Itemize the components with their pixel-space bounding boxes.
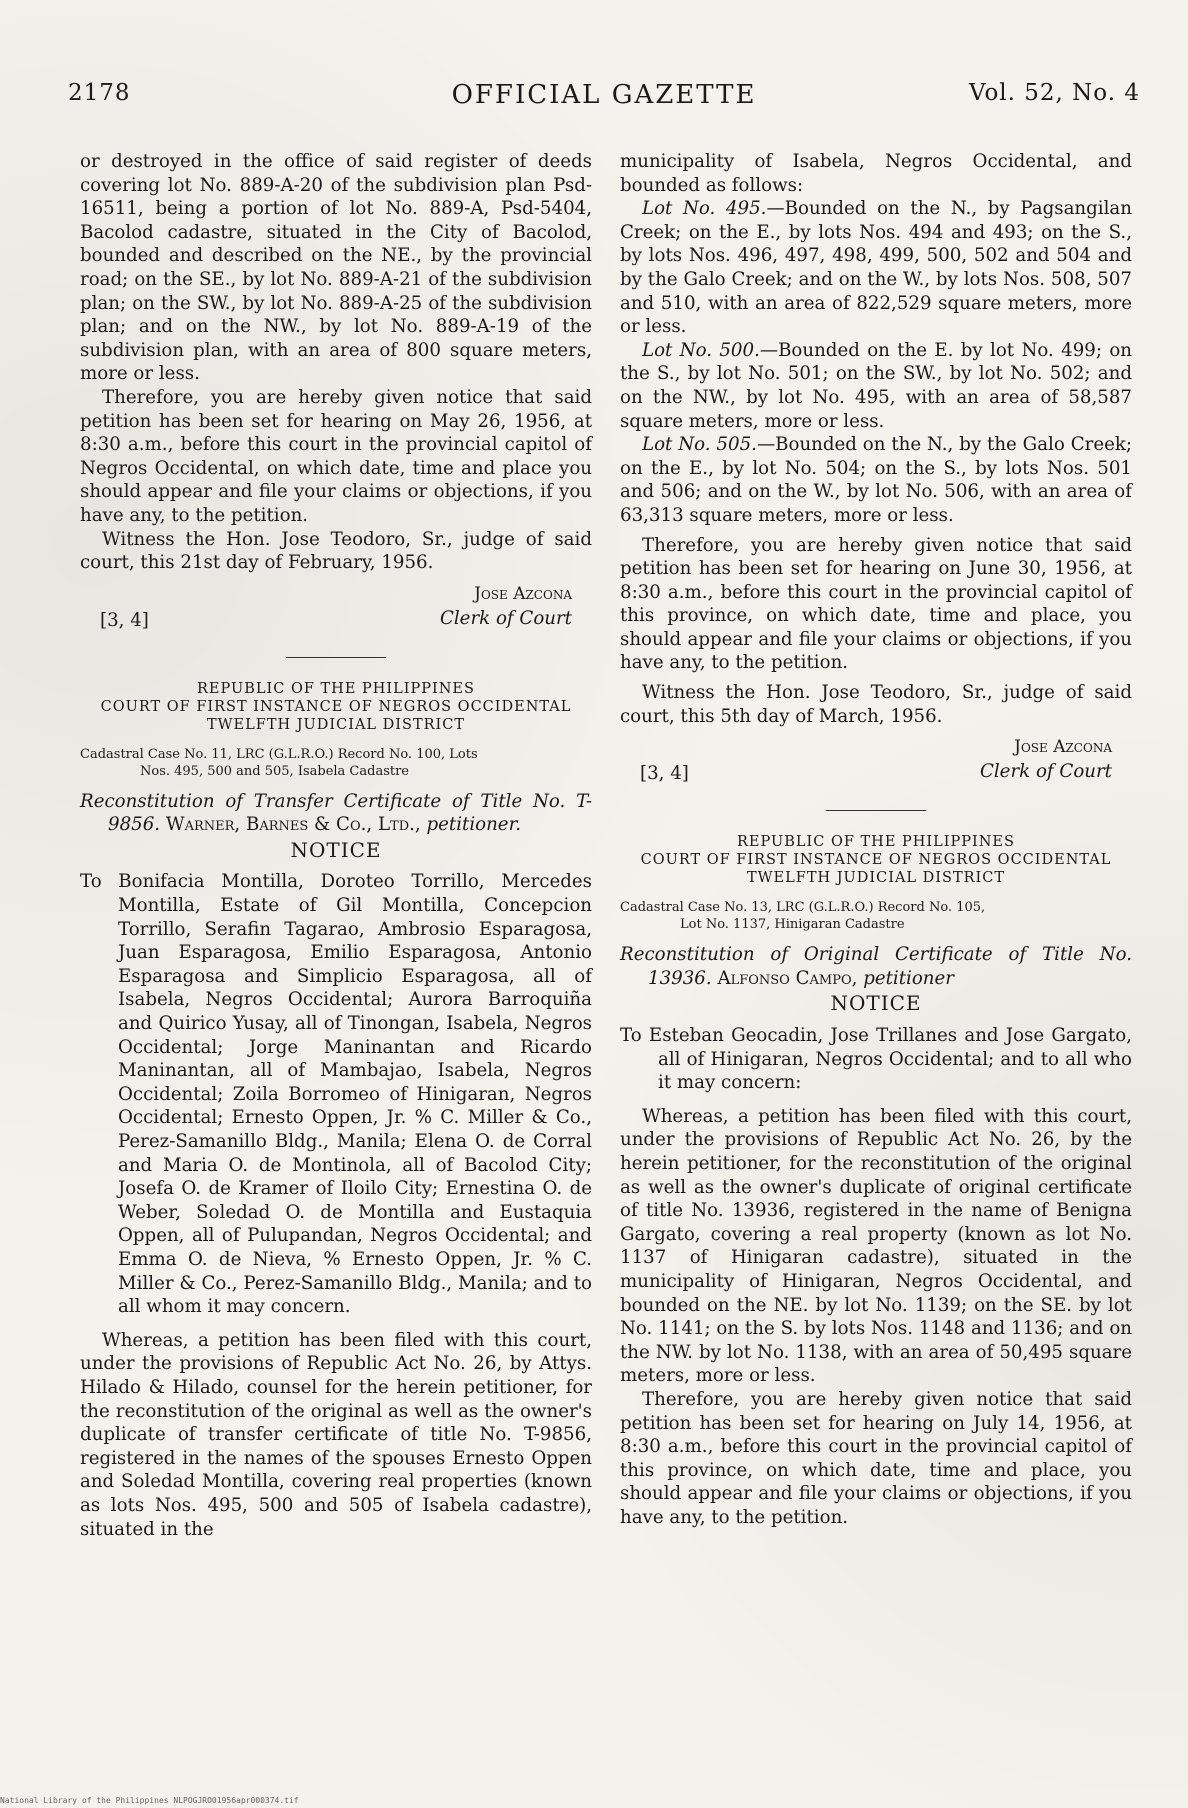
lot-label: Lot No. 505. [642, 434, 757, 456]
continued-paragraph: municipality of Isabela, Negros Occidental, and bounded as follows: [620, 151, 1132, 196]
whereas-paragraph: Whereas, a petition has been filed with this court, under the provisions of Republic Act No. 26, by the herein petitioner, for the reconstitution of the original as well as the owner's duplicate of original certificate of title No. 13936, registered in the name of Benigna Gargato, covering a real property (known as lot No. 1137 of Hinigaran cadastre), situated in the municipality of Hinigaran, Negros Occidental, and bounded on the NE. by lot No. 1139; on the SE. by lot No. 1141; on the S. by lots Nos. 1148 and 1136; and on the NW. by lot No. 1138, with an area of 50,495 square meters, more or less. [620, 1105, 1132, 1387]
right-column [620, 150, 1132, 1530]
lot-description [620, 339, 1132, 433]
court-header-line: TWELFTH JUDICIAL DISTRICT [746, 870, 1006, 887]
case-line: Lot No. 1137, Hinigaran Cadastre [680, 917, 905, 933]
masthead-title: OFFICIAL GAZETTE [451, 80, 757, 110]
court-header [80, 680, 592, 734]
left-column [80, 150, 592, 1541]
volume-number: Vol. 52, No. 4 [968, 80, 1140, 106]
case-reference [80, 746, 592, 780]
signatory-name: Jose Azcona [1014, 737, 1112, 758]
notice-heading: NOTICE [830, 991, 922, 1016]
lot-description [620, 197, 1132, 339]
signatory-title: Clerk of Court [439, 607, 572, 629]
lot-text: —Bounded on the N., by Pagsangilan Creek; on the E., by lots Nos. 494 and 493; on the S., by lots Nos. 496, 497, 498, 499, 500, 502 and 504 and by the Galo Creek; and on the W., by lots Nos. 508, 507 and 510, with an area of 822,529 square meters, more or less. [620, 198, 1132, 338]
addressee-paragraph: To Esteban Geocadin, Jose Trillanes and Jose Gargato, all of Hinigaran, Negros Occidental; and to all who it may concern: [620, 1025, 1132, 1094]
addressee-paragraph: To Bonifacia Montilla, Doroteo Torrillo, Mercedes Montilla, Estate of Gil Montilla, Concepcion Torrillo, Serafin Tagarao, Ambrosio Esparagosa, Juan Esparagosa, Emilio Esparagosa, Antonio Esparagosa and Simplicio Esparagosa, all of Isabela, Negros Occidental; Aurora Barroquiña and Quirico Yusay, all of Tinongan, Isabela, Negros Occidental; Jorge Maninantan and Ricardo Maninantan, all of Mambajao, Isabela, Negros Occidental; Zoila Borromeo of Hinigaran, Negros Occidental; Ernesto Oppen, Jr. % C. Miller & Co., Perez-Samanillo Bldg., Manila; Elena O. de Corral and Maria O. de Montinola, all of Bacolod City; Josefa O. de Kramer of Iloilo City; Ernestina O. de Weber, Soledad O. de Montilla and Eustaquia Oppen, all of Pulupandan, Negros Occidental; and Emma O. de Nieva, % Ernesto Oppen, Jr. % C. Miller & Co., Perez-Samanillo Bldg., Manila; and to all whom it may concern. [80, 871, 592, 1318]
court-header-line: REPUBLIC OF THE PHILIPPINES [737, 834, 1015, 851]
section-divider [826, 810, 926, 811]
whereas-paragraph: Whereas, a petition has been filed with this court, under the provisions of Republic Act No. 26, by Attys. Hilado & Hilado, counsel for the herein petitioner, for the reconstitution of the original as well as the owner's duplicate of transfer certificate of title No. T-9856, registered in the names of the spouses Ernesto Oppen and Soledad Montilla, covering real properties (known as lots Nos. 495, 500 and 505 of Isabela cadastre), situated in the [80, 1329, 592, 1540]
case-line: Cadastral Case No. 13, LRC (G.L.R.O.) Record No. 105, [620, 900, 986, 916]
court-header-line: TWELFTH JUDICIAL DISTRICT [206, 716, 466, 733]
lot-description [620, 433, 1132, 527]
signatory-name: Jose Azcona [474, 583, 572, 604]
case-line: Nos. 495, 500 and 505, Isabela Cadastre [140, 763, 410, 779]
lot-text: —Bounded on the E. by lot No. 499; on the S., by lot No. 501; on the SW., by lot No. 502; and on the NW., by lot No. 495, with an area of 58,587 square meters, more or less. [620, 339, 1132, 432]
court-header-line: REPUBLIC OF THE PHILIPPINES [197, 680, 475, 697]
case-title [620, 943, 1132, 990]
court-header [620, 833, 1132, 887]
section-divider [286, 657, 386, 658]
signature-block [620, 736, 1132, 788]
case-title-text: Reconstitution of Original Certificate of Title No. 13936. [620, 944, 1132, 989]
court-header-line: COURT OF FIRST INSTANCE OF NEGROS OCCIDENTAL [100, 698, 572, 715]
hearing-paragraph: Therefore, you are hereby given notice that said petition has been set for hearing on July 14, 1956, at 8:30 a.m., before this court in the provincial capitol of this province, on which date, time and place, you should appear and file your claims or objections, if you have any, to the petition. [620, 1388, 1132, 1528]
issue-reference: [3, 4] [100, 609, 149, 631]
witness-paragraph: Witness the Hon. Jose Teodoro, Sr., judge of said court, this 5th day of March, 1956. [620, 682, 1132, 727]
petitioner-name: Alfonso Campo, [717, 967, 858, 989]
case-reference [620, 899, 1132, 933]
scan-footer: National Library of the Philippines NLPOGJRO01956apr000374.tif [0, 1796, 299, 1805]
signatory-title: Clerk of Court [979, 761, 1112, 783]
notice-heading: NOTICE [290, 837, 382, 862]
court-header-line: COURT OF FIRST INSTANCE OF NEGROS OCCIDENTAL [640, 852, 1112, 869]
petitioner-role: petitioner [863, 967, 954, 989]
case-line: Cadastral Case No. 11, LRC (G.L.R.O.) Record No. 100, Lots [80, 746, 478, 762]
petitioner-name: Warner, Barnes & Co., Ltd., [165, 814, 421, 836]
hearing-paragraph: Therefore, you are hereby given notice that said petition has been set for hearing on June 30, 1956, at 8:30 a.m., before this court in the provincial capitol of this province, on which date, time and place, you should appear and file your claims or objections, if you have any, to the petition. [620, 534, 1132, 674]
case-title [80, 790, 592, 837]
case-title-text: Reconstitution of Transfer Certificate of Title No. T-9856. [80, 790, 592, 836]
lot-label: Lot No. 495. [642, 198, 767, 220]
hearing-paragraph: Therefore, you are hereby given notice that said petition has been set for hearing on May 26, 1956, at 8:30 a.m., before this court in the provincial capitol of Negros Occidental, on which date, time and place you should appear and file your claims or objections, if you have any, to the petition. [80, 386, 592, 526]
issue-reference: [3, 4] [640, 763, 689, 785]
witness-paragraph: Witness the Hon. Jose Teodoro, Sr., judge of said court, this 21st day of February, 1956. [80, 528, 592, 574]
lot-text: —Bounded on the N., by the Galo Creek; on the E., by lot No. 504; on the S., by lots Nos. 501 and 506; and on the W., by lot No. 506, with an area of 63,313 square meters, more or less. [620, 434, 1132, 526]
continued-paragraph: or destroyed in the office of said register of deeds covering lot No. 889-A-20 of the subdivision plan Psd-16511, being a portion of lot No. 889-A, Psd-5404, Bacolod cadastre, situated in the City of Bacolod, bounded and described on the NE., by the provincial road; on the SE., by lot No. 889-A-21 of the subdivision plan; on the SW., by lot No. 889-A-25 of the subdivision plan; and on the NW., by lot No. 889-A-19 of the subdivision plan, with an area of 800 square meters, more or less. [80, 151, 592, 385]
lot-label: Lot No. 500. [642, 339, 760, 361]
page-header [68, 80, 1140, 120]
page-number: 2178 [68, 80, 131, 106]
petitioner-role: petitioner. [426, 814, 522, 836]
signature-block [80, 583, 592, 635]
